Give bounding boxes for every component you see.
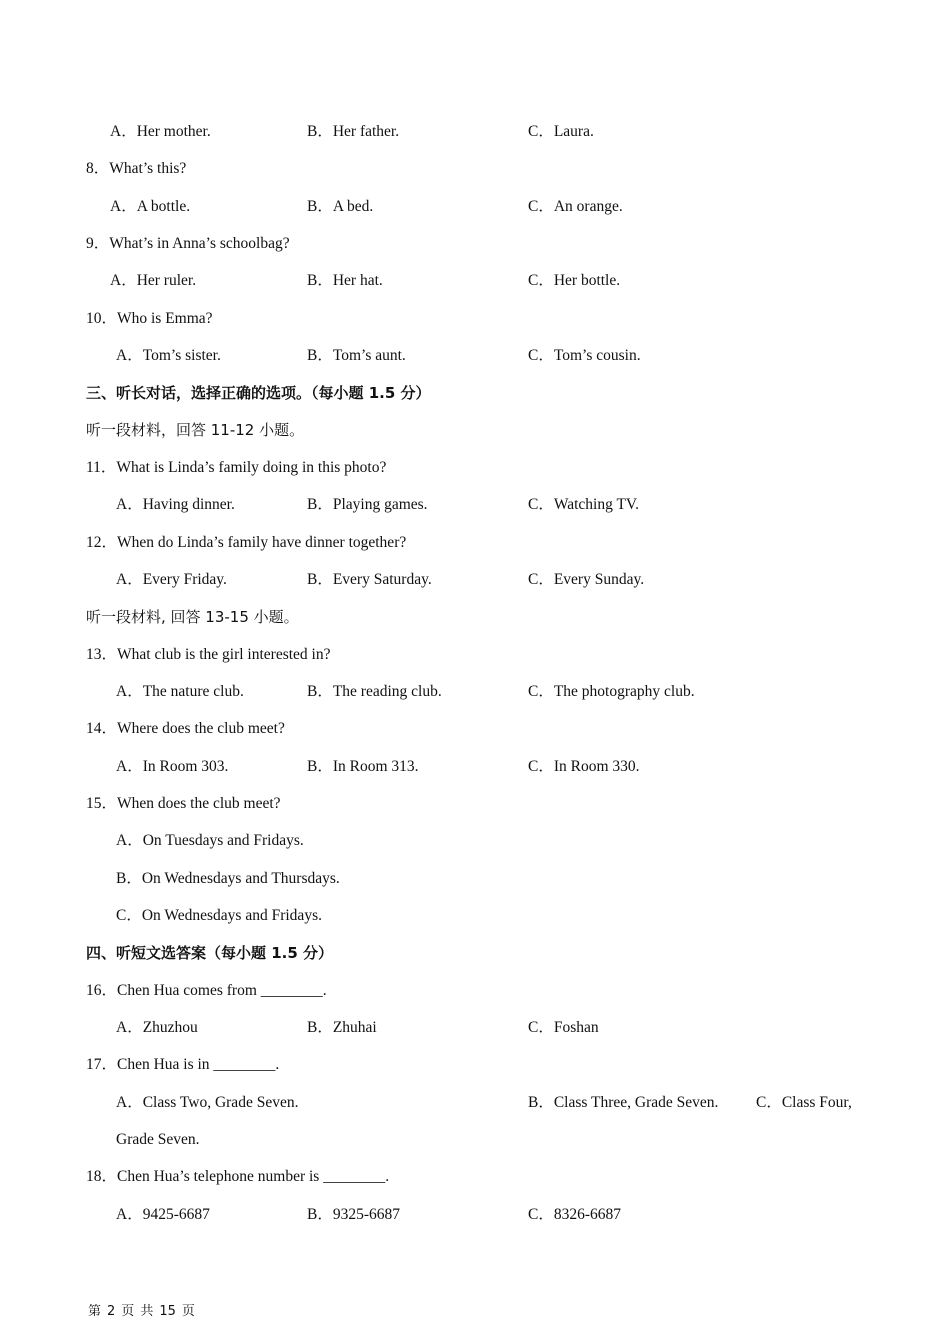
q16-question: 16．Chen Hua comes from ________. — [86, 982, 327, 999]
section-3-material-2: 听一段材料, 回答 13-15 小题。 — [86, 608, 299, 626]
q18-option-b: B．9325-6687 — [307, 1206, 401, 1223]
footer-total-pages: 15 — [159, 1304, 176, 1319]
footer-word-ye: 页 — [121, 1304, 135, 1319]
q18-option-a: A．9425-6687 — [116, 1206, 210, 1223]
q10-option-a: A．Tom’s sister. — [116, 347, 221, 364]
q9-option-a: A．Her ruler. — [110, 272, 197, 289]
q11-option-c: C．Watching TV. — [528, 496, 639, 513]
q7-option-b: B．Her father. — [307, 123, 400, 140]
q16-option-c: C．Foshan — [528, 1019, 599, 1036]
q9-option-c: C．Her bottle. — [528, 272, 621, 289]
q8-option-a: A．A bottle. — [110, 198, 191, 215]
q12-option-c: C．Every Sunday. — [528, 571, 645, 588]
q11-option-b: B．Playing games. — [307, 496, 428, 513]
q8-option-c: C．An orange. — [528, 198, 623, 215]
q13-option-c: C．The photography club. — [528, 683, 695, 700]
q12-question: 12．When do Linda’s family have dinner together? — [86, 534, 407, 551]
section-4-heading: 四、听短文选答案（每小题 1.5 分） — [86, 944, 334, 962]
q9-question: 9．What’s in Anna’s schoolbag? — [86, 235, 290, 252]
footer-word-di: 第 — [88, 1304, 102, 1319]
q18-question: 18．Chen Hua’s telephone number is ________. — [86, 1168, 390, 1185]
page-footer — [88, 1303, 201, 1321]
q7-option-c: C．Laura. — [528, 123, 594, 140]
q8-question: 8．What’s this? — [86, 160, 187, 177]
q12-option-a: A．Every Friday. — [116, 571, 227, 588]
q14-option-a: A．In Room 303. — [116, 758, 229, 775]
footer-word-gong: 共 — [140, 1304, 154, 1319]
q17-option-c: C．Class Four, — [756, 1094, 852, 1111]
section-3-heading: 三、听长对话，选择正确的选项。（每小题 1.5 分） — [86, 384, 431, 402]
q14-question: 14．Where does the club meet? — [86, 720, 285, 737]
q15-option-c: C．On Wednesdays and Fridays. — [116, 907, 322, 924]
section-3-material-1: 听一段材料，回答 11-12 小题。 — [86, 421, 305, 439]
footer-word-ye-2: 页 — [181, 1304, 195, 1319]
q18-option-c: C．8326-6687 — [528, 1206, 622, 1223]
q15-option-a: A．On Tuesdays and Fridays. — [116, 832, 304, 849]
q15-question: 15．When does the club meet? — [86, 795, 281, 812]
q13-option-b: B．The reading club. — [307, 683, 442, 700]
q17-option-a: A．Class Two, Grade Seven. — [116, 1094, 299, 1111]
footer-page-number: 2 — [107, 1304, 116, 1319]
q10-question: 10．Who is Emma? — [86, 310, 213, 327]
q16-option-a: A．Zhuzhou — [116, 1019, 198, 1036]
q8-option-b: B．A bed. — [307, 198, 374, 215]
q7-option-a: A．Her mother. — [110, 123, 211, 140]
q10-option-c: C．Tom’s cousin. — [528, 347, 641, 364]
q17-option-b: B．Class Three, Grade Seven. — [528, 1094, 719, 1111]
q11-option-a: A．Having dinner. — [116, 496, 235, 513]
q15-option-b: B．On Wednesdays and Thursdays. — [116, 870, 340, 887]
q14-option-b: B．In Room 313. — [307, 758, 419, 775]
q17-option-c-continued: Grade Seven. — [116, 1131, 200, 1148]
q9-option-b: B．Her hat. — [307, 272, 383, 289]
q13-question: 13．What club is the girl interested in? — [86, 646, 331, 663]
q12-option-b: B．Every Saturday. — [307, 571, 432, 588]
q10-option-b: B．Tom’s aunt. — [307, 347, 406, 364]
q17-question: 17．Chen Hua is in ________. — [86, 1056, 280, 1073]
q11-question: 11．What is Linda’s family doing in this photo? — [86, 459, 387, 476]
q13-option-a: A．The nature club. — [116, 683, 244, 700]
q14-option-c: C．In Room 330. — [528, 758, 640, 775]
q16-option-b: B．Zhuhai — [307, 1019, 377, 1036]
